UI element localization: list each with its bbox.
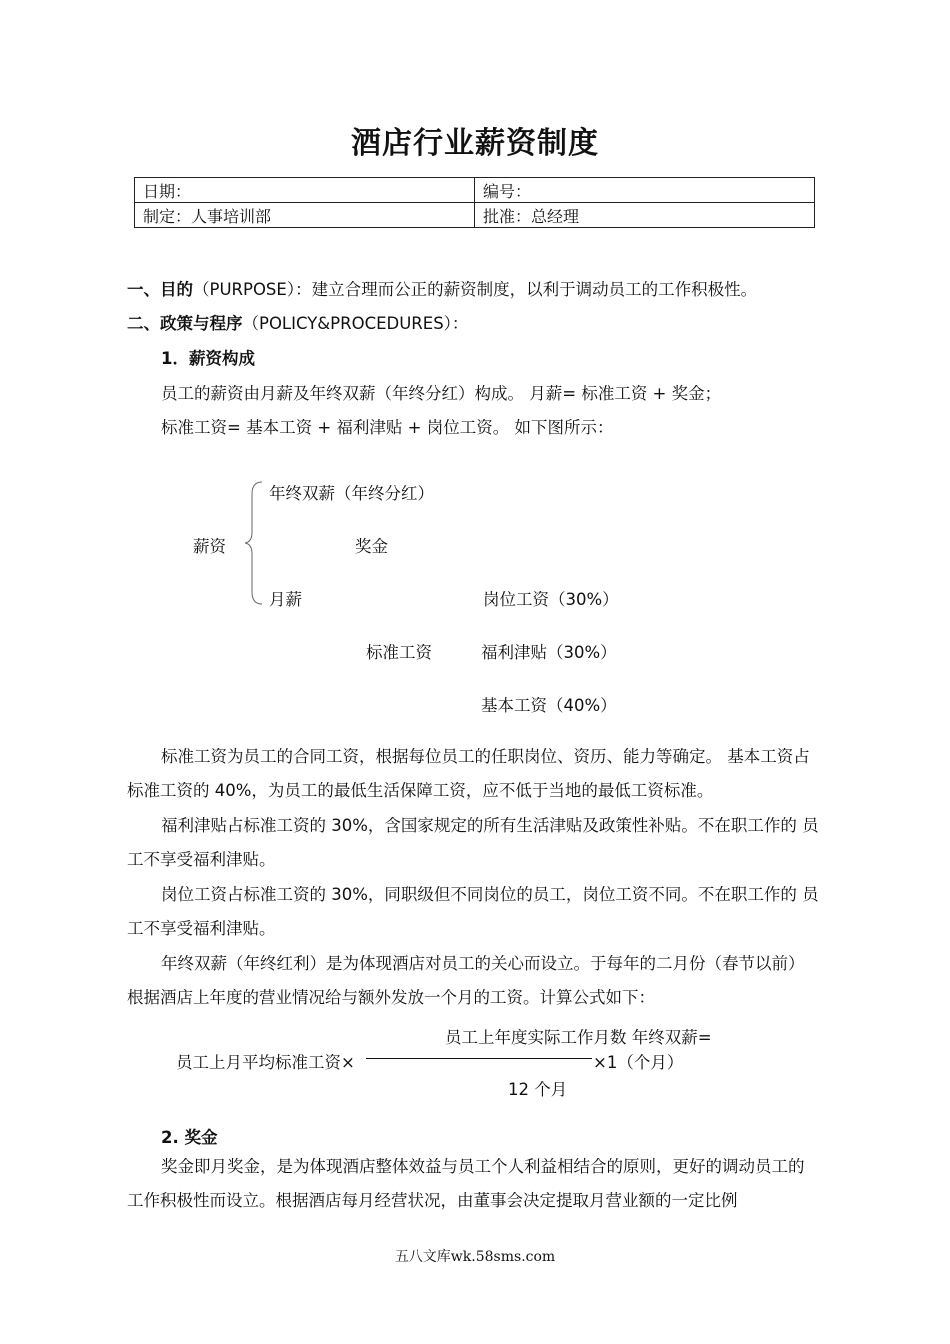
- diagram-basic: 基本工资（40%）: [481, 696, 617, 715]
- page-title: 酒店行业薪资制度: [351, 126, 599, 161]
- subsection-bonus: 2. 奖金: [161, 1128, 218, 1147]
- diagram-monthly: 月薪: [269, 590, 302, 609]
- formula-denominator: 12 个月: [508, 1080, 568, 1099]
- diagram-post: 岗位工资（30%）: [483, 590, 619, 609]
- section-purpose-text: （PURPOSE）：建立合理而公正的薪资制度，以利于调动员工的工作积极性。: [193, 280, 758, 299]
- brace-icon: [242, 480, 264, 606]
- diagram-bonus: 奖金: [355, 537, 388, 556]
- section-policy-heading: 二、政策与程序: [127, 314, 243, 333]
- paragraph-bonus: 奖金即月奖金，是为体现酒店整体效益与员工个人利益相结合的原则，更好的调动员工的工作积极性而设立。根据酒店每月经营状况，由董事会决定提取月营业额的一定比例: [127, 1157, 805, 1210]
- section-policy-text: （POLICY&PROCEDURES）：: [242, 314, 469, 333]
- paragraph-welfare: 福利津贴占标准工资的 30%，含国家规定的所有生活津贴及政策性补贴。不在职工作的 员工不享受福利津贴。: [127, 816, 819, 869]
- diagram-salary: 薪资: [193, 537, 226, 556]
- paragraph-year-end: 年终双薪（年终红利）是为体现酒店对员工的关心而设立。于每年的二月份（春节以前） 根据酒店上年度的营业情况给与额外发放一个月的工资。计算公式如下：: [127, 954, 805, 1007]
- section-purpose: [127, 276, 757, 300]
- footer-watermark: 五八文库wk.58sms.com: [394, 1249, 556, 1265]
- formula-left: 员工上月平均标准工资×: [176, 1053, 355, 1072]
- date-cell: 日期：: [135, 178, 475, 203]
- diagram-welfare: 福利津贴（30%）: [481, 643, 617, 662]
- diagram-year-end: 年终双薪（年终分红）: [269, 484, 434, 503]
- section-policy: [127, 310, 468, 334]
- diagram-standard: 标准工资: [366, 643, 432, 662]
- formula-numerator: 员工上年度实际工作月数 年终双薪=: [445, 1028, 712, 1047]
- subsection-salary-structure: 1．薪资构成: [161, 349, 255, 368]
- paragraph-post: 岗位工资占标准工资的 30%，同职级但不同岗位的员工，岗位工资不同。不在职工作的 员工不享受福利津贴。: [127, 885, 819, 938]
- paragraph-standard: 标准工资为员工的合同工资，根据每位员工的任职岗位、资历、能力等确定。 基本工资占标准工资的 40%，为员工的最低生活保障工资，应不低于当地的最低工资标准。: [127, 747, 810, 800]
- structure-line-2: 标准工资= 基本工资 + 福利津贴 + 岗位工资。 如下图所示：: [161, 418, 614, 437]
- made-by-cell: 制定：人事培训部: [135, 203, 475, 228]
- structure-line-1: 员工的薪资由月薪及年终双薪（年终分红）构成。 月薪= 标准工资 + 奖金；: [161, 384, 722, 403]
- meta-table: [134, 177, 815, 228]
- section-purpose-heading: 一、目的: [127, 280, 193, 299]
- number-cell: 编号：: [475, 178, 815, 203]
- approved-by-cell: 批准：总经理: [475, 203, 815, 228]
- formula-right: ×1（个月）: [593, 1053, 684, 1072]
- formula-fraction-line: [366, 1058, 592, 1059]
